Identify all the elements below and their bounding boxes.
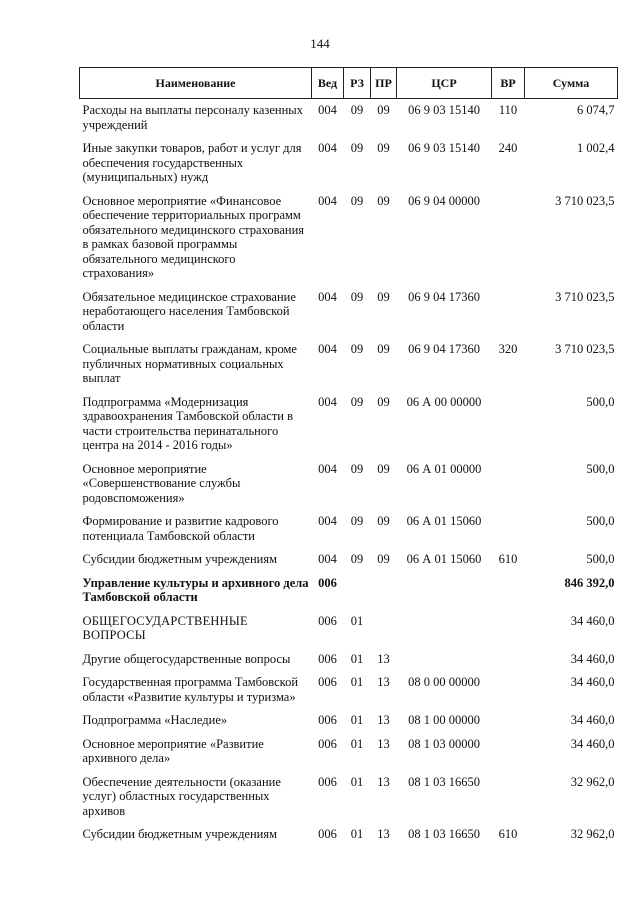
table-row [80, 823, 618, 847]
table-row [80, 338, 618, 391]
cell-csr: 08 1 00 00000 [408, 713, 480, 727]
cell-pr: 13 [377, 675, 390, 689]
cell-pr [371, 572, 397, 610]
table-row [80, 458, 618, 511]
cell-csr: 06 А 01 00000 [406, 461, 482, 476]
header-csr: ЦСР [397, 68, 492, 99]
cell-name: Обязательное медицинское страхование неработающего населения Тамбовской области [82, 289, 296, 333]
page-number: 144 [310, 36, 330, 51]
table-row [80, 709, 618, 733]
cell-pr [371, 610, 397, 648]
cell-sum: 3 710 023,5 [555, 342, 615, 356]
cell-name: Управление культуры и архивного дела Тамбовской области [82, 575, 309, 604]
cell-vr: 240 [498, 141, 518, 155]
cell-pr: 13 [377, 713, 390, 727]
table-header-row [80, 68, 618, 99]
table-row [80, 648, 618, 672]
cell-rz: 01 [350, 736, 364, 751]
table-row [80, 733, 618, 771]
cell-name: Основное мероприятие «Финансовое обеспечение территориальных программ обязательного медицинского страхования в рамках базовой программы обязательного медицинского страхования» [82, 193, 305, 280]
cell-csr: 06 9 04 00000 [408, 193, 480, 208]
table-row [80, 671, 618, 709]
cell-rz: 01 [350, 774, 364, 789]
cell-name: Государственная программа Тамбовской области «Развитие культуры и туризма» [82, 675, 299, 704]
cell-sum: 32 962,0 [570, 827, 615, 841]
cell-name: Основное мероприятие «Развитие архивного дела» [82, 736, 264, 765]
cell-rz [344, 572, 371, 610]
cell-sum: 500,0 [586, 514, 615, 528]
cell-name: Обеспечение деятельности (оказание услуг) областных государственных архивов [82, 774, 281, 818]
cell-ved: 004 [318, 552, 337, 566]
cell-sum: 500,0 [586, 394, 615, 409]
table-row [80, 510, 618, 548]
cell-sum: 34 460,0 [570, 713, 615, 727]
cell-name: Иные закупки товаров, работ и услуг для обеспечения государственных (муниципальных) нужд [82, 141, 302, 184]
table-row [80, 99, 618, 138]
cell-rz: 09 [350, 193, 364, 208]
table-row [80, 771, 618, 824]
table-row [80, 391, 618, 458]
cell-name: Формирование и развитие кадрового потенциала Тамбовской области [82, 514, 279, 543]
cell-name: Основное мероприятие «Совершенствование службы родовспоможения» [82, 461, 241, 505]
cell-sum: 3 710 023,5 [555, 193, 615, 208]
cell-pr: 13 [377, 651, 390, 666]
cell-sum: 846 392,0 [564, 575, 615, 590]
cell-csr: 08 1 03 16650 [408, 774, 480, 789]
cell-pr: 09 [377, 552, 390, 566]
cell-rz: 09 [350, 289, 364, 304]
cell-csr: 08 1 03 00000 [408, 736, 480, 751]
cell-ved: 004 [318, 193, 337, 208]
cell-vr: 610 [498, 552, 518, 566]
cell-sum: 6 074,7 [577, 103, 615, 117]
cell-ved: 004 [318, 141, 337, 155]
table-row [80, 572, 618, 610]
table-row [80, 286, 618, 339]
cell-pr: 13 [377, 827, 390, 841]
budget-table [79, 67, 618, 847]
cell-ved: 004 [318, 289, 337, 304]
cell-ved: 004 [318, 103, 337, 117]
cell-rz: 09 [350, 552, 364, 566]
cell-csr [397, 572, 492, 610]
cell-sum: 34 460,0 [570, 613, 615, 628]
header-name: Наименование [80, 68, 312, 99]
cell-csr [397, 610, 492, 648]
table-row [80, 548, 618, 572]
cell-vr [492, 286, 525, 339]
cell-ved: 004 [318, 342, 337, 356]
cell-pr: 09 [377, 342, 390, 356]
cell-name: Подпрограмма «Наследие» [82, 713, 228, 727]
cell-rz: 01 [350, 675, 364, 689]
cell-vr: 110 [498, 103, 518, 117]
cell-rz: 09 [350, 394, 364, 409]
cell-csr: 06 А 00 00000 [406, 394, 482, 409]
cell-csr [397, 648, 492, 672]
cell-csr: 06 9 03 15140 [408, 141, 480, 155]
cell-ved: 006 [318, 736, 337, 751]
cell-name: Субсидии бюджетным учреждениям [82, 552, 278, 566]
cell-rz: 01 [350, 827, 364, 841]
cell-pr: 09 [377, 394, 390, 409]
table-row [80, 610, 618, 648]
cell-vr [492, 671, 525, 709]
cell-sum: 34 460,0 [570, 736, 615, 751]
cell-sum: 500,0 [586, 552, 615, 566]
cell-vr [492, 733, 525, 771]
cell-vr [492, 572, 525, 610]
table-row [80, 190, 618, 286]
cell-vr [492, 391, 525, 458]
cell-csr: 06 9 04 17360 [408, 289, 480, 304]
cell-vr [492, 648, 525, 672]
cell-pr: 09 [377, 141, 390, 155]
cell-rz: 09 [350, 103, 364, 117]
cell-ved: 006 [318, 827, 337, 841]
cell-pr: 09 [377, 289, 390, 304]
cell-sum: 32 962,0 [570, 774, 615, 789]
cell-vr [492, 610, 525, 648]
cell-name: Другие общегосударственные вопросы [82, 651, 291, 666]
cell-pr: 13 [377, 774, 390, 789]
cell-rz: 01 [350, 713, 364, 727]
cell-rz: 09 [350, 461, 364, 476]
cell-rz: 09 [350, 342, 364, 356]
cell-pr: 09 [377, 193, 390, 208]
header-pr: ПР [371, 68, 397, 99]
cell-sum: 500,0 [586, 461, 615, 476]
cell-ved: 004 [318, 514, 337, 528]
cell-csr: 06 А 01 15060 [406, 552, 482, 566]
cell-csr: 06 А 01 15060 [406, 514, 482, 528]
cell-pr: 13 [377, 736, 390, 751]
cell-vr [492, 709, 525, 733]
cell-name: Социальные выплаты гражданам, кроме публичных нормативных социальных выплат [82, 342, 297, 385]
cell-sum: 3 710 023,5 [555, 289, 615, 304]
cell-sum: 1 002,4 [577, 141, 615, 155]
cell-ved: 006 [318, 774, 337, 789]
cell-csr: 08 0 00 00000 [408, 675, 480, 689]
cell-csr: 08 1 03 16650 [408, 827, 480, 841]
table-row [80, 137, 618, 190]
cell-name: Подпрограмма «Модернизация здравоохранения Тамбовской области в части строительства перинатального центра на 2014 - 2016 годы» [82, 394, 293, 452]
cell-name: ОБЩЕГОСУДАРСТВЕННЫЕ ВОПРОСЫ [82, 613, 248, 642]
header-rz: РЗ [344, 68, 371, 99]
cell-ved: 004 [318, 394, 337, 409]
cell-sum: 34 460,0 [570, 675, 615, 689]
cell-rz: 09 [350, 514, 364, 528]
cell-name: Расходы на выплаты персоналу казенных учреждений [82, 103, 303, 132]
cell-rz: 01 [350, 613, 364, 628]
header-vr: ВР [492, 68, 525, 99]
header-ved: Вед [312, 68, 344, 99]
cell-sum: 34 460,0 [570, 651, 615, 666]
header-sum: Сумма [525, 68, 618, 99]
cell-name: Субсидии бюджетным учреждениям [82, 827, 278, 841]
cell-vr [492, 458, 525, 511]
cell-ved: 006 [318, 651, 337, 666]
cell-vr [492, 190, 525, 286]
cell-ved: 006 [318, 675, 337, 689]
cell-csr: 06 9 03 15140 [408, 103, 480, 117]
cell-vr: 610 [498, 827, 518, 841]
cell-vr [492, 771, 525, 824]
table-body [80, 99, 618, 847]
cell-ved: 006 [318, 575, 337, 590]
cell-csr: 06 9 04 17360 [408, 342, 480, 356]
cell-ved: 004 [318, 461, 337, 476]
cell-ved: 006 [318, 613, 337, 628]
cell-rz: 09 [350, 141, 364, 155]
cell-ved: 006 [318, 713, 337, 727]
cell-pr: 09 [377, 514, 390, 528]
cell-vr [492, 510, 525, 548]
cell-vr: 320 [498, 342, 518, 356]
cell-pr: 09 [377, 103, 390, 117]
cell-pr: 09 [377, 461, 390, 476]
cell-rz: 01 [350, 651, 364, 666]
